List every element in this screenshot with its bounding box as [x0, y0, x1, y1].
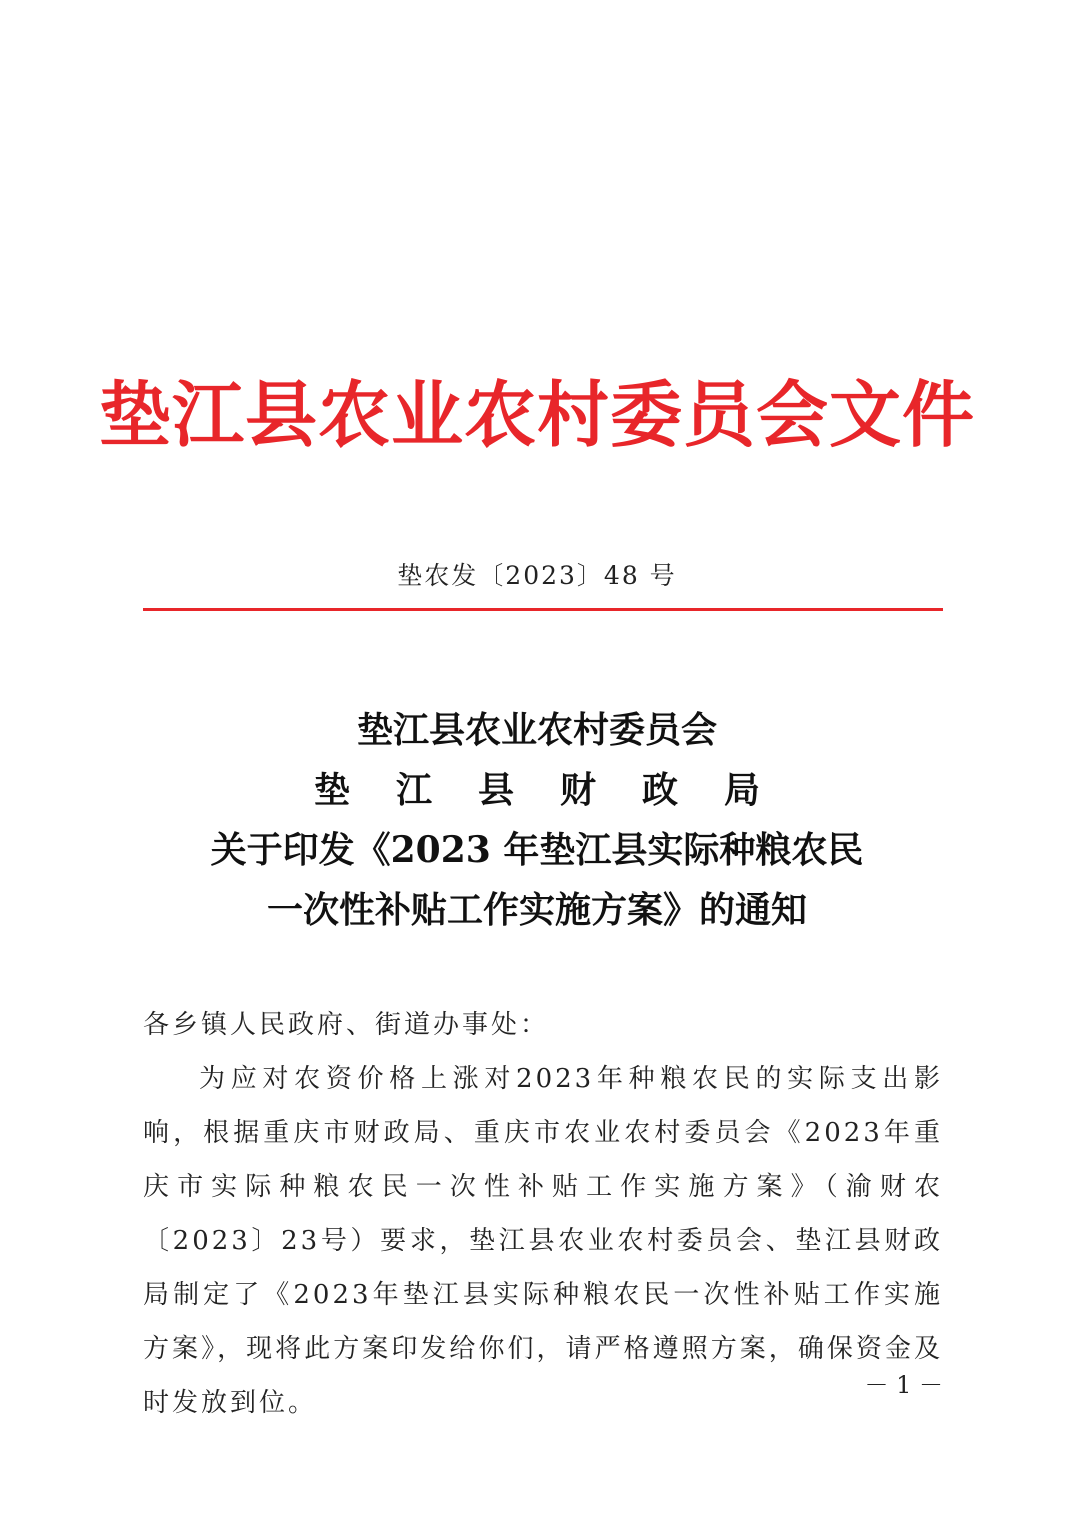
title-subject-line-1: 关于印发《2023 年垫江县实际种粮农民 [210, 829, 864, 871]
title-subject-line-2: 一次性补贴工作实施方案》的通知 [266, 889, 807, 931]
masthead-title: 垫江县农业农村委员会文件 [98, 372, 975, 457]
salutation: 各乡镇人民政府、街道办事处： [143, 1010, 550, 1040]
document-body [143, 998, 943, 1430]
page-number: － 1 － [864, 1371, 943, 1399]
document-title [100, 700, 974, 940]
red-divider-line [143, 608, 943, 611]
body-paragraph: 为应对农资价格上涨对2023年种粮农民的实际支出影响，根据重庆市财政局、重庆市农业农村委员会《2023年重庆市实际种粮农民一次性补贴工作实施方案》（渝财农〔2023〕23号）要求，垫江县农业农村委员会、垫江县财政局制定了《2023年垫江县实际种粮农民一次性补贴工作实施方案》，现将此方案印发给你们，请严格遵照方案，确保资金及时发放到位。 [143, 1064, 943, 1418]
document-number: 垫农发〔2023〕48 号 [397, 561, 677, 590]
title-issuer-finance-bureau: 垫江县财政局 [313, 769, 806, 811]
title-issuer-committee: 垫江县农业农村委员会 [356, 709, 717, 751]
